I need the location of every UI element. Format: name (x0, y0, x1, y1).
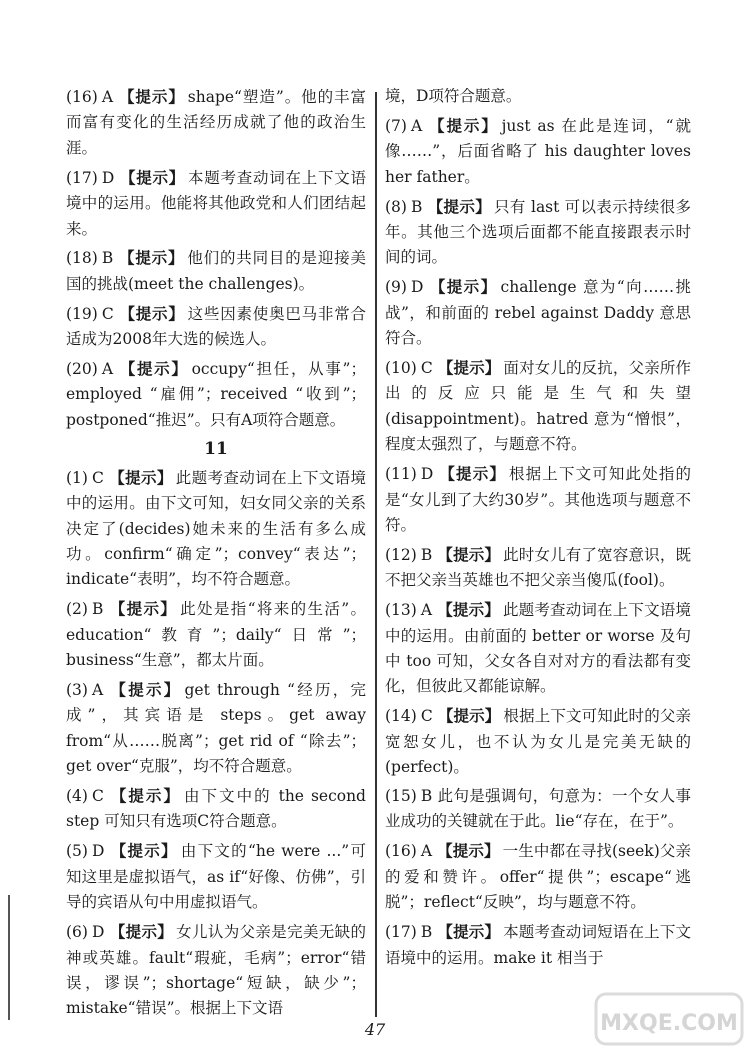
explanation-text: 面对女儿的反抗，父亲所作出的反应只能是生气和失望(disappointment)。hatred 意为“憎恨”，程度太强烈了，与题意不符。 (385, 359, 691, 454)
hint-label: 【提示】 (428, 277, 498, 297)
answer-letter: D (410, 278, 424, 297)
answer-item (385, 919, 691, 971)
answer-item (385, 113, 691, 190)
svg-text:MXQE.COM: MXQE.COM (600, 1011, 738, 1036)
margin-mark (8, 895, 10, 1020)
left-items-top (66, 84, 366, 433)
page-number: 47 (364, 1020, 386, 1039)
explanation-text: 女儿认为父亲是完美无缺的神或英雄。fault“瑕疵，毛病”；error“错误，谬误”；shortage“短缺，缺少”；mistake“错误”。根据上下文语 (66, 923, 366, 1018)
explanation-text: 由下文中的 the second step 可知只有选项C符合题意。 (66, 787, 366, 831)
explanation-text: 此时女儿有了宽容意识，既不把父亲当英雄也不把父亲当傻瓜(fool)。 (385, 545, 691, 590)
answer-letter: B (101, 249, 114, 268)
answer-item (66, 165, 366, 242)
answer-letter: D (101, 168, 115, 187)
explanation-text: 根据上下文可知此时的父亲宽恕女儿，也不认为女儿是完美无缺的(perfect)。 (385, 707, 691, 777)
answer-item (66, 677, 366, 780)
hint-label: 【提示】 (108, 786, 181, 806)
hint-label: 【提示】 (427, 196, 492, 216)
answer-item (385, 194, 691, 271)
hint-label: 【提示】 (437, 358, 501, 378)
explanation-text: 一生中都在寻找(seek)父亲的爱和赞许。offer“提供”；escape“逃脱”；reflect“反映”，均与题意不符。 (385, 842, 691, 912)
hint-label: 【提示】 (438, 464, 507, 484)
item-number: (20) (66, 360, 98, 379)
explanation-text: challenge 意为“向……挑战”，和前面的 rebel against Daddy 意思符合。 (385, 278, 691, 348)
answer-item (385, 274, 691, 351)
hint-label: 【提示】 (108, 467, 173, 487)
hint-label: 【提示】 (118, 303, 185, 323)
item-number: (8) (385, 197, 407, 216)
answer-item (66, 465, 366, 593)
answer-letter: A (410, 116, 423, 135)
answer-item (66, 783, 366, 835)
answer-letter: C (420, 359, 433, 378)
hint-label: 【提示】 (437, 706, 501, 726)
answer-item (385, 461, 691, 538)
answer-item (66, 919, 366, 1022)
hint-label: 【提示】 (108, 679, 182, 699)
section-title: 11 (204, 439, 228, 460)
item-number: (3) (66, 680, 88, 699)
continuation-text: 境，D项符合题意。 (385, 87, 522, 105)
hint-label: 【提示】 (109, 841, 178, 861)
answer-item (385, 542, 691, 594)
answer-letter: A (420, 842, 433, 861)
watermark-logo (594, 992, 744, 1046)
item-number: (19) (66, 304, 98, 323)
column-divider (375, 92, 377, 1017)
item-number: (7) (385, 116, 407, 135)
answer-item (385, 784, 691, 835)
answer-letter: D (91, 842, 105, 861)
explanation-text: 本题考查动词在上下文语境中的运用。他能将其他政党和人们团结起来。 (66, 168, 366, 238)
hint-label: 【提示】 (437, 841, 500, 861)
answer-letter: D (91, 923, 105, 942)
explanation-text: 本题考查动词短语在上下文语境中的运用。make it 相当于 (385, 923, 691, 967)
item-number: (2) (66, 600, 88, 619)
answer-letter: B (410, 197, 423, 216)
explanation-text: 此处是指“将来的生活”。education“教育”；daily“日常”；business“生意”，都太片面。 (66, 600, 366, 670)
item-number: (11) (385, 465, 417, 484)
hint-label: 【提示】 (437, 544, 501, 564)
answer-letter: B (420, 923, 433, 942)
explanation-text: 此题考查动词在上下文语境中的运用。由前面的 better or worse 及句中 too 可知，父女各自对对方的看法都有变化，但彼此又都能谅解。 (385, 601, 691, 696)
explanation-text: 此题考查动词在上下文语境中的运用。由下文可知，妇女同父亲的关系决定了(decides)她未来的生活有多么成功。confirm“确定”；convey“表达”；indicate“表明”，均不符合题意。 (66, 468, 366, 589)
answer-letter: D (420, 465, 434, 484)
item-number: (17) (385, 923, 417, 942)
answer-item (66, 84, 366, 161)
right-column (385, 84, 691, 974)
right-items (385, 113, 691, 971)
left-column (66, 84, 366, 1025)
hint-label: 【提示】 (427, 115, 499, 135)
explanation-text: just as 在此是连词，“就像……”，后面省略了 his daughter loves her father。 (385, 116, 691, 186)
item-number: (13) (385, 601, 417, 620)
answer-letter: C (420, 707, 433, 726)
item-number: (17) (66, 168, 98, 187)
item-number: (15) (385, 787, 417, 806)
item-number: (6) (66, 923, 88, 942)
explanation-text: occupy“担任，从事”；employed “雇佣”；received “收到”；postponed“推迟”。只有A项符合题意。 (66, 360, 366, 429)
answer-letter: A (420, 601, 433, 620)
answer-item (66, 301, 366, 353)
item-number: (9) (385, 278, 407, 297)
item-number: (4) (66, 787, 88, 806)
answer-item (66, 838, 366, 915)
answer-letter: B (420, 545, 433, 564)
explanation-text: shape“塑造”。他的丰富而富有变化的生活经历成就了他的政治生涯。 (66, 88, 366, 157)
answer-letter: C (101, 304, 114, 323)
explanation-text: 由下文的“he were ...”可知这里是虚拟语气，as if“好像、仿佛”，引导的宾语从句中用虚拟语气。 (66, 842, 366, 912)
answer-item (385, 703, 691, 780)
explanation-text: 只有 last 可以表示持续很多年。其他三个选项后面都不能直接跟表示时间的词。 (385, 197, 691, 267)
left-items-bottom (66, 465, 366, 1022)
explanation-text: 这些因素使奥巴马非常合适成为2008年大选的候选人。 (66, 304, 366, 349)
explanation-text: 根据上下文可知此处指的是“女儿到了大约30岁”。其他选项与题意不符。 (385, 465, 691, 534)
item-number: (10) (385, 359, 417, 378)
answer-item (385, 838, 691, 915)
item-number: (5) (66, 842, 88, 861)
answer-item (66, 356, 366, 433)
hint-label: 【提示】 (108, 599, 178, 619)
answer-item (66, 596, 366, 673)
answer-letter: A (91, 680, 104, 699)
answer-letter: A (101, 88, 114, 106)
explanation-text: 他们的共同目的是迎接美国的挑战(meet the challenges)。 (66, 249, 366, 293)
explanation-text: get through “经历，完成”，其宾语是 steps。get away from“从……脱离”；get rid of “除去”；get over“克服”，均不符合题意。 (66, 680, 366, 776)
hint-label: 【提示】 (118, 359, 189, 379)
explanation-text: 此句是强调句，句意为：一个女人事业成功的关键就在于此。lie“存在，在于”。 (385, 787, 691, 831)
hint-label: 【提示】 (437, 600, 500, 620)
item-number: (16) (66, 88, 98, 106)
answer-item (385, 597, 691, 700)
hint-label: 【提示】 (109, 922, 174, 942)
hint-label: 【提示】 (118, 248, 185, 268)
hint-label: 【提示】 (118, 87, 185, 106)
answer-letter: A (101, 360, 114, 379)
answer-item (66, 245, 366, 297)
item-number: (12) (385, 545, 417, 564)
answer-letter: B (91, 600, 104, 619)
answer-letter: C (91, 468, 104, 487)
answer-letter: B (420, 787, 433, 806)
hint-label: 【提示】 (437, 922, 501, 942)
item-number: (16) (385, 842, 417, 861)
answer-letter: C (91, 787, 104, 806)
answer-item (385, 355, 691, 458)
hint-label: 【提示】 (119, 167, 186, 187)
item-number: (14) (385, 707, 417, 726)
item-number: (18) (66, 249, 98, 268)
item-number: (1) (66, 468, 88, 487)
